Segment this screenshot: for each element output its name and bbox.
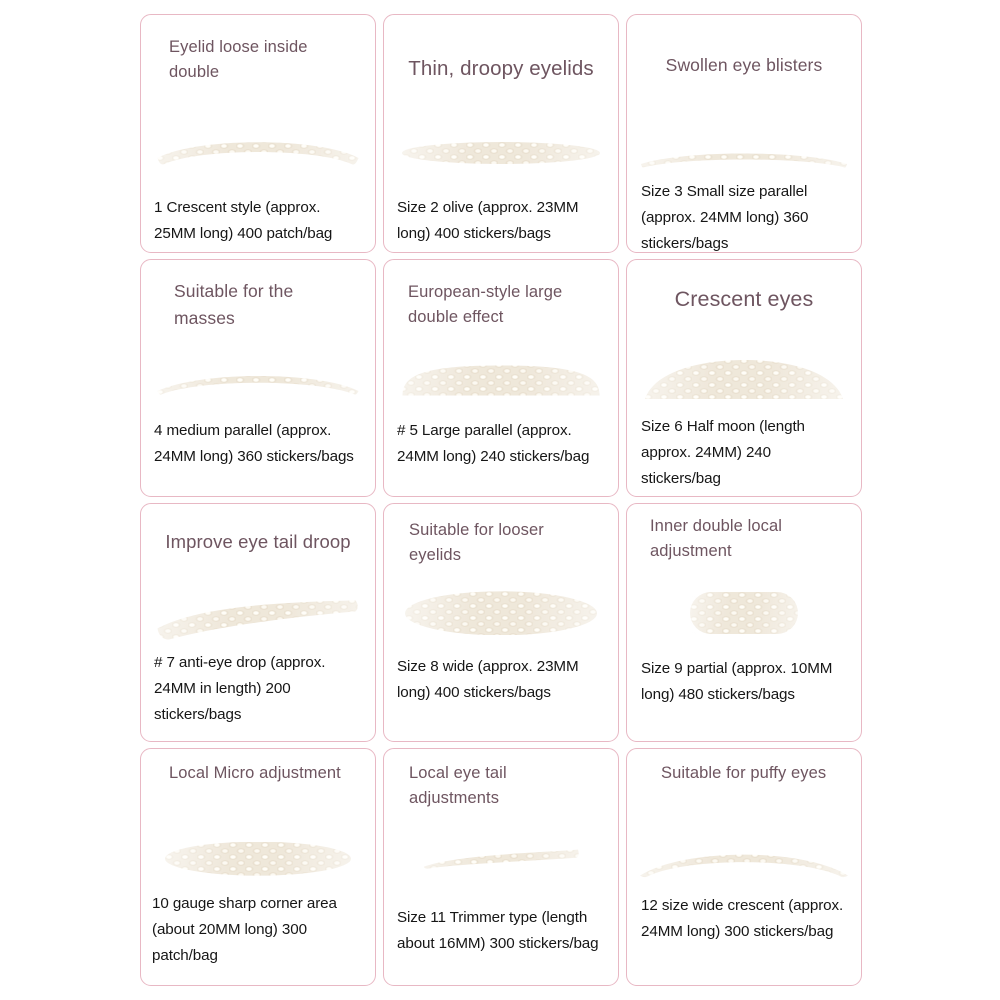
sticker-illustration	[627, 133, 861, 177]
eyelid-tape-sticker-slim-arc-icon	[640, 142, 848, 168]
product-card[interactable]	[140, 503, 376, 741]
eyelid-tape-sticker-droop-icon	[156, 598, 361, 642]
eyelid-tape-sticker-olive-icon	[402, 142, 600, 164]
sticker-illustration	[141, 592, 375, 648]
sticker-illustration	[627, 350, 861, 400]
sticker-illustration	[141, 123, 375, 173]
product-card[interactable]	[626, 503, 862, 741]
product-card[interactable]	[383, 748, 619, 986]
card-description: 1 Crescent style (approx. 25MM long) 400 patch/bag	[154, 199, 333, 242]
card-heading: Suitable for puffy eyes	[661, 763, 827, 782]
card-description: 4 medium parallel (approx. 24MM long) 360 stickers/bags	[154, 422, 354, 465]
product-card[interactable]	[383, 259, 619, 497]
product-card[interactable]	[140, 259, 376, 497]
eyelid-tape-sticker-leaf-icon	[165, 842, 351, 876]
eyelid-tape-sticker-wide-ellipse-icon	[405, 591, 597, 635]
sticker-illustration	[141, 835, 375, 883]
eyelid-tape-sticker-arc-medium-icon	[156, 365, 361, 395]
product-card[interactable]	[626, 259, 862, 497]
eyelid-tape-sticker-large-parallel-icon	[399, 362, 604, 397]
sticker-illustration	[384, 586, 618, 640]
sticker-illustration	[384, 356, 618, 402]
card-heading: Crescent eyes	[674, 287, 814, 311]
product-card[interactable]	[383, 14, 619, 253]
card-heading: Eyelid loose inside double	[169, 38, 308, 81]
sticker-illustration	[141, 358, 375, 402]
sticker-illustration	[627, 586, 861, 640]
card-heading: Inner double local adjustment	[650, 517, 783, 561]
eyelid-tape-sticker-halfmoon-icon	[644, 358, 844, 400]
card-description: 12 size wide crescent (approx. 24MM long) 300 stickers/bag	[641, 896, 844, 940]
card-description: Size 2 olive (approx. 23MM long) 400 stickers/bags	[397, 199, 579, 242]
card-description: Size 11 Trimmer type (length about 16MM) 300 stickers/bag	[397, 908, 599, 952]
product-card[interactable]	[626, 14, 862, 253]
card-heading: Swollen eye blisters	[665, 55, 823, 75]
card-description: # 7 anti-eye drop (approx. 24MM in length) 200 stickers/bags	[154, 654, 326, 724]
card-heading: Improve eye tail droop	[165, 531, 351, 553]
sticker-illustration	[384, 133, 618, 173]
card-description: Size 9 partial (approx. 10MM long) 480 stickers/bags	[641, 660, 833, 704]
card-heading: Local Micro adjustment	[169, 763, 341, 782]
product-grid	[140, 14, 862, 986]
card-description: Size 6 Half moon (length approx. 24MM) 240 stickers/bag	[641, 418, 805, 487]
eyelid-tape-sticker-crescent-thin-icon	[156, 131, 361, 165]
sticker-illustration	[384, 833, 618, 883]
card-description: # 5 Large parallel (approx. 24MM long) 240 stickers/bag	[397, 422, 590, 465]
card-description: 10 gauge sharp corner area (about 20MM long) 300 patch/bag	[152, 894, 337, 964]
card-heading: Suitable for looser eyelids	[409, 521, 544, 565]
card-heading: Thin, droopy eyelids	[408, 57, 594, 80]
card-description: Size 3 Small size parallel (approx. 24MM long) 360 stickers/bags	[641, 183, 809, 252]
card-heading: European-style large double effect	[408, 283, 563, 326]
product-card[interactable]	[140, 748, 376, 986]
eyelid-tape-sticker-trimmer-icon	[422, 847, 580, 869]
eyelid-tape-sticker-wide-crescent-icon	[639, 840, 849, 878]
eyelid-tape-sticker-pill-icon	[690, 592, 798, 634]
card-description: Size 8 wide (approx. 23MM long) 400 stickers/bags	[397, 658, 579, 702]
product-card[interactable]	[626, 748, 862, 986]
product-card[interactable]	[383, 503, 619, 741]
card-heading: Local eye tail adjustments	[409, 763, 507, 807]
product-card[interactable]	[140, 14, 376, 253]
sticker-illustration	[627, 833, 861, 885]
card-heading: Suitable for the masses	[174, 281, 294, 328]
